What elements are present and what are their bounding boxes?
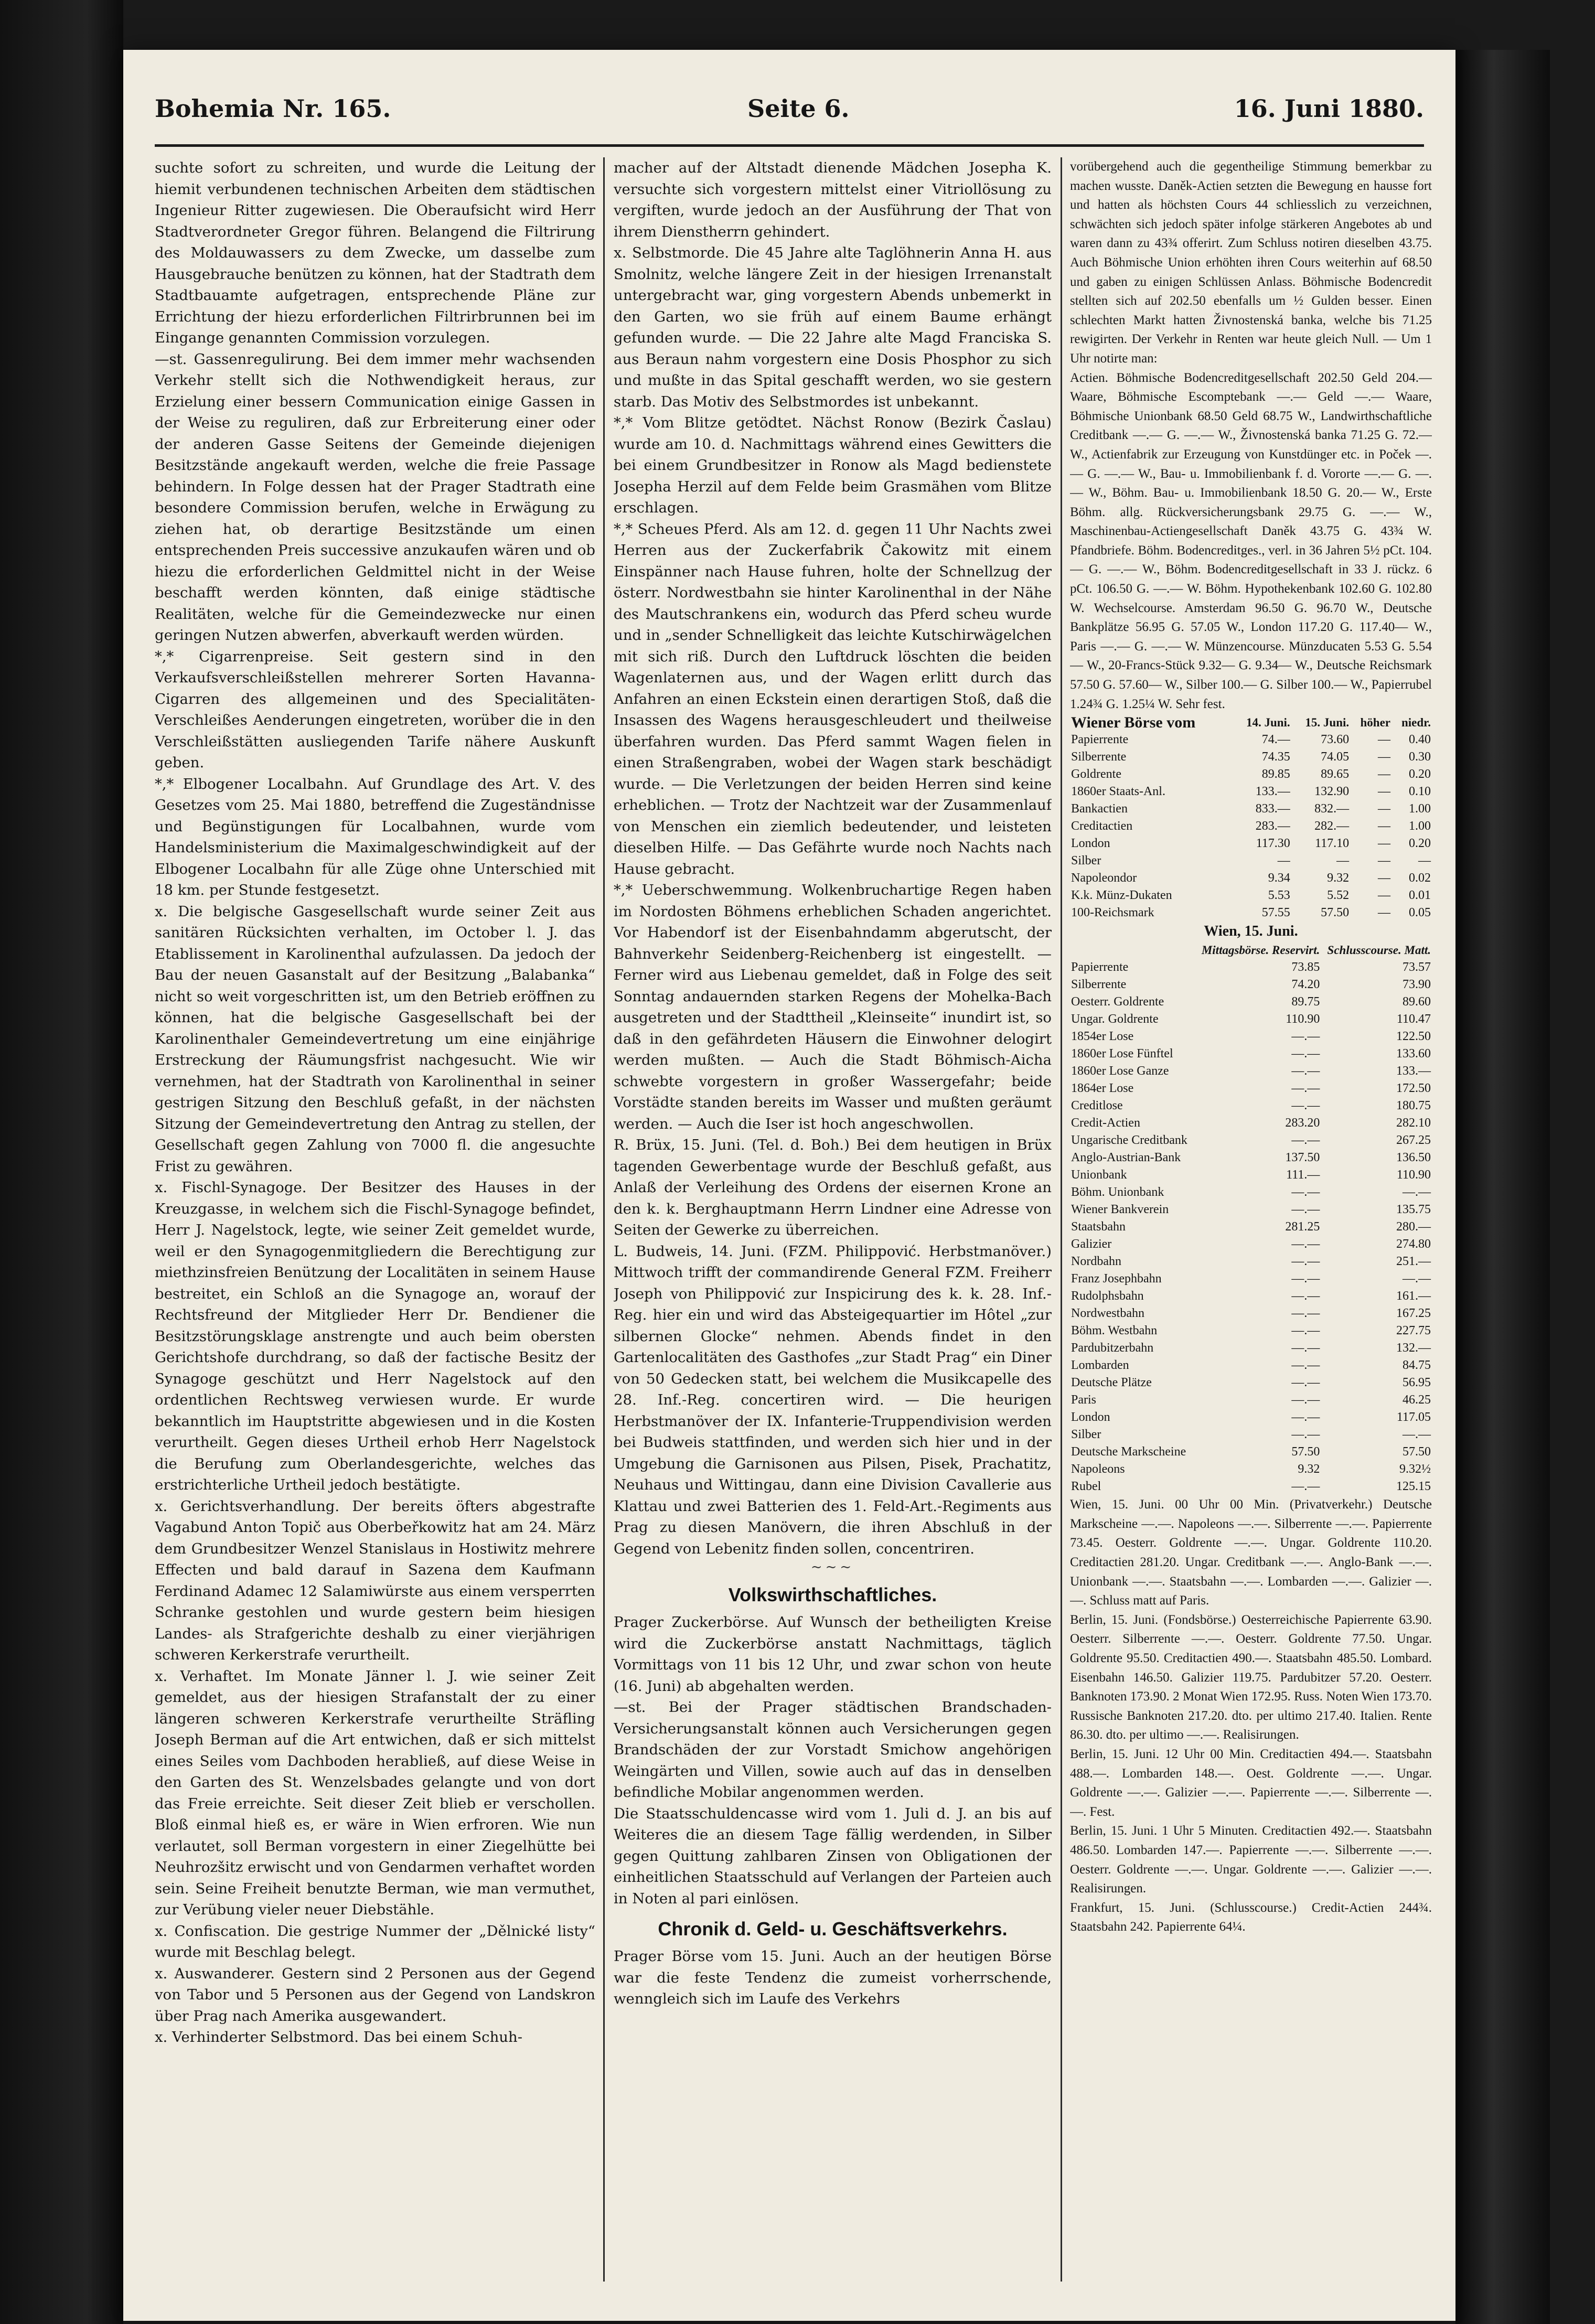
table-row	[1070, 800, 1432, 818]
table-header: niedr.	[1401, 716, 1431, 730]
row-label: 100-Reichsmark	[1071, 906, 1154, 920]
table-cell: —.—	[1291, 1064, 1320, 1078]
row-label: Creditlose	[1071, 1099, 1123, 1113]
table-row	[1070, 1097, 1432, 1115]
table-header: 14. Juni.	[1246, 716, 1290, 730]
table-cell: 57.50	[1321, 906, 1350, 920]
table-row	[1070, 766, 1432, 783]
table-row	[1070, 1478, 1432, 1495]
article-paragraph: Die Staatsschuldencasse wird vom 1. Juli d. J. an bis auf Weiteres die an diesem Tage fällig werdenden, in Silber gegen Quittung zahlbaren Zinsen von Obligationen der einheitlichen Staatsschuld auf Verlangen der Parteien auch in Noten al pari einlösen.	[614, 1805, 1052, 1907]
table-cell: 283.—	[1255, 819, 1290, 833]
table-cell: 833.—	[1255, 802, 1290, 816]
table-cell: —	[1378, 906, 1390, 920]
article-paragraph: Prager Zuckerbörse. Auf Wunsch der betheiligten Kreise wird die Zuckerbörse anstatt Nachmittags, täglich Vormittags von 11 bis 12 Uhr, und zwar schon von heute (16. Juni) ab abgehalten werden.	[614, 1614, 1052, 1695]
table-cell: 137.50	[1285, 1151, 1320, 1165]
table-cell: 74.—	[1261, 733, 1290, 747]
table-cell: 9.32	[1327, 871, 1350, 885]
table-cell: —.—	[1291, 1237, 1320, 1251]
row-label: Anglo-Austrian-Bank	[1071, 1151, 1181, 1165]
table-row	[1070, 818, 1432, 835]
table-cell: 251.—	[1396, 1255, 1431, 1269]
table-cell: 73.85	[1291, 960, 1320, 974]
table-row	[1070, 959, 1432, 976]
table-row	[1070, 1218, 1432, 1236]
table-row	[1070, 1443, 1432, 1461]
table-row	[1070, 904, 1432, 922]
scan-border-left	[0, 0, 123, 2324]
table-cell: 180.75	[1396, 1099, 1431, 1113]
article-paragraph: *,* Vom Blitze getödtet. Nächst Ronow (Bezirk Časlau) wurde am 10. d. Nachmittags während eines Gewitters die bei einem Grundbesitzer in Ronow als Magd bedienstete Josepha Herzil auf dem Felde beim Grasmähen vom Blitze erschlagen.	[614, 414, 1052, 516]
row-label: London	[1071, 1410, 1110, 1425]
article-paragraph: Berlin, 15. Juni. 1 Uhr 5 Minuten. Creditactien 492.—. Staatsbahn 486.50. Lombarden 147.—. Papierrente —.—. Silberrente —.—. Oesterr. Goldrente —.—. Ungar. Goldrente —.—. Galizier —.—. Realisirungen.	[1070, 1824, 1432, 1896]
article-paragraph: *,* Elbogener Localbahn. Auf Grundlage des Art. V. des Gesetzes vom 25. Mai 1880, betreffend die Zugeständnisse und Begünstigungen für Localbahnen, wurde vom Handelsministerium die Maximalgeschwindigkeit auf der Elbogener Localbahn für alle Züge ohne Unterschied mit 18 km. per Stunde festgesetzt.	[155, 775, 595, 898]
section-heading-chronicle: Chronik d. Geld- u. Geschäftsverkehrs.	[658, 1918, 1008, 1940]
table-cell: 0.10	[1409, 785, 1431, 799]
page-number: Seite 6.	[747, 94, 850, 123]
table-cell: —	[1378, 888, 1390, 903]
table-cell: —.—	[1291, 1341, 1320, 1355]
table-cell: 89.75	[1291, 995, 1320, 1009]
table-cell: —.—	[1291, 1081, 1320, 1096]
section-heading-economy: Volkswirthschaftliches.	[728, 1584, 937, 1605]
article-paragraph: —st. Gassenregulirung. Bei dem immer mehr wachsenden Verkehr stellt sich die Nothwendigkeit heraus, zur Erzielung einer bessern Communication einige Gassen in der Weise zu reguliren, daß zur Erbreiterung einer oder der anderen Gasse Seitens der Gemeinde diejenigen Besitzstände angekauft werden, welche die freie Passage behindern. In Folge dessen hat der Prager Stadtrath eine besondere Commission berufen, welche in Erwägung zu ziehen hat, ob derartige Besitzstände um einen entsprechenden Preis successive anzukaufen wären und ob hiezu die erforderlichen Geldmittel nicht in der Weise beschafft werden könnten, daß einige städtische Realitäten, welche für die Gemeindezwecke nur einen geringen Nutzen abwerfen, abverkauft werden würden.	[155, 350, 595, 644]
table-row	[1070, 783, 1432, 800]
row-label: 1860er Lose Fünftel	[1071, 1047, 1173, 1061]
table-cell: 74.35	[1261, 750, 1290, 764]
table-cell: 46.25	[1403, 1393, 1431, 1407]
article-paragraph: Berlin, 15. Juni. 12 Uhr 00 Min. Creditactien 494.—. Staatsbahn 488.—. Lombarden 148.—. Oest. Goldrente —.—. Ungar. Goldrente —.—. Galizier —.—. Papierrente —.—. Silberrente —.—. Fest.	[1070, 1747, 1432, 1819]
article-paragraph: x. Gerichtsverhandlung. Der bereits öfters abgestrafte Vagabund Anton Topič aus Oberbeřkowitz hat am 24. März dem Grundbesitzer Wenzel Stanislaus in Hostiwitz mehrere Effecten und bald darauf in Sazena dem Kaufmann Ferdinand Adamec 12 Salamiwürste aus einem versperrten Schranke gestohlen und wurde gestern beim hiesigen Landes- als Strafgerichte deshalb zu einer vierjährigen schweren Kerkerstrafe verurtheilt.	[155, 1497, 595, 1663]
row-label: Silberrente	[1071, 750, 1127, 764]
table-cell: 0.05	[1409, 906, 1431, 920]
table-cell: 135.75	[1396, 1203, 1431, 1217]
row-label: Bankactien	[1071, 802, 1128, 816]
article-paragraph: *,* Ueberschwemmung. Wolkenbruchartige Regen haben im Nordosten Böhmens erheblichen Schaden angerichtet. Vor Habendorf ist der Eisenbahndamm abgerutscht, der Bahnverkehr Seidenberg-Reichenberg ist eingestellt. — Ferner wird aus Liebenau gemeldet, daß in Folge des seit Sonntag andauernden starken Regens der Mohelka-Bach ausgetreten und der Stadttheil „Kleinseite“ inundirt ist, so daß in den gefährdeten Häusern die Einwohner delogirt werden mußten. — Auch die Stadt Böhmisch-Aicha schwebte vorgestern in großer Wassergefahr; beide Vorstädte standen bereits im Wasser und mußten geräumt werden. — Auch die Iser ist hoch angeschwollen.	[614, 882, 1052, 1132]
article-paragraph: *,* Scheues Pferd. Als am 12. d. gegen 11 Uhr Nachts zwei Herren aus der Zuckerfabrik Čakowitz mit einem Einspänner nach Hause fuhren, holte der Schnellzug der österr. Nordwestbahn sie hinter Karolinenthal in der Nähe des Mautschrankens ein, wodurch das Pferd scheu wurde und in „sender Schnelligkeit das leichte Kutschirwägelchen mit sich riß. Durch den Luftdruck löschten die beiden Wagenlaternen aus, und der Wagen erlitt durch das Anfahren an einen Eckstein einen derartigen Stoß, daß die Insassen des Wagens herausgeschleudert und theilweise überfahren wurden. Das Pferd sammt Wagen fielen in einen Straßengraben, wobei der Wagen stark beschädigt wurde. — Die Verletzungen der beiden Herren sind keine erheblichen. — Trotz der Nachtzeit war der Zusammenlauf von Menschen ein ziemlich bedeutender, und leisteten dieselben Hilfe. — Das Gefährte wurde noch Nachts nach Hause gebracht.	[614, 520, 1052, 877]
row-label: Goldrente	[1071, 767, 1121, 781]
row-label: 1860er Staats-Anl.	[1071, 785, 1165, 799]
table-cell: 832.—	[1314, 802, 1350, 816]
table-cell: —	[1378, 802, 1390, 816]
table-header-blank	[1070, 941, 1194, 959]
newspaper-page	[123, 50, 1455, 2321]
row-label: 1860er Lose Ganze	[1071, 1064, 1169, 1078]
table-row	[1070, 748, 1432, 766]
table-cell: —.—	[1291, 1393, 1320, 1407]
table-cell: 74.05	[1321, 750, 1350, 764]
table-cell: 283.20	[1285, 1116, 1320, 1130]
table-cell: 110.90	[1286, 1012, 1320, 1026]
table-cell: 172.50	[1396, 1081, 1431, 1096]
table-cell: 267.25	[1396, 1133, 1431, 1148]
table-cell: —	[1378, 767, 1390, 781]
row-label: London	[1071, 837, 1110, 851]
article-paragraph: *,* Cigarrenpreise. Seit gestern sind in den Verkaufsverschleißstellen mehrerer Sorten Havanna-Cigarren des allgemeinen und des Specialitäten-Verschleißes Aenderungen eingetreten, worüber die in den Verschleißstätten ausliegenden Tarife nähere Auskunft geben.	[155, 648, 595, 771]
page-header	[155, 94, 1424, 142]
table-row	[1070, 1340, 1432, 1357]
table-header: 15. Juni.	[1305, 716, 1350, 730]
section-ornament: ~~~	[810, 1559, 855, 1575]
article-paragraph: macher auf der Altstadt dienende Mädchen Josepha K. versuchte sich vorgestern mittelst einer Vitriollösung zu vergiften, wurde jedoch an der Ausführung der That von ihrem Dienstherrn gehindert.	[614, 159, 1052, 240]
row-label: Rubel	[1071, 1480, 1101, 1494]
column-2	[614, 157, 1052, 2282]
table-cell: —.—	[1291, 1255, 1320, 1269]
table-cell: 227.75	[1396, 1324, 1431, 1338]
table-row	[1070, 1270, 1432, 1288]
table-cell: —	[1378, 819, 1390, 833]
table-cell: 1.00	[1409, 802, 1431, 816]
table-cell: 0.20	[1409, 837, 1431, 851]
table-row	[1070, 852, 1432, 870]
row-label: Galizier	[1071, 1237, 1112, 1251]
row-label: Paris	[1071, 1393, 1096, 1407]
article-paragraph: x. Verhaftet. Im Monate Jänner l. J. wie seiner Zeit gemeldet, aus der hiesigen Strafanstalt der zu einer längeren schweren Kerkerstrafe verurtheilte Sträfling Joseph Berman auf die Art entwichen, daß er sich mittelst eines Seiles vom Dachboden herabließ, auf diese Weise in den Garten des St. Wenzelsbades gelangte und von dort das Freie erreichte. Seit dieser Zeit blieb er verschollen. Bloß einmal hieß es, er wäre in Wien erfroren. Wie nun verlautet, soll Berman vorgestern in einer Ziegelhütte bei Neuhrozšitz erwischt und von Gendarmen verhaftet worden sein. Seine Freiheit benutzte Berman, wie man vermuthet, zur Verübung vieler neuer Diebstähle.	[155, 1667, 595, 1918]
table-cell: 281.25	[1285, 1220, 1320, 1234]
row-label: Staatsbahn	[1071, 1220, 1126, 1234]
column-rule-1	[603, 157, 605, 2282]
table-cell: 132.—	[1396, 1341, 1431, 1355]
table-cell: —.—	[1291, 1306, 1320, 1321]
table-cell: 5.52	[1327, 888, 1350, 903]
row-label: Deutsche Plätze	[1071, 1376, 1152, 1390]
table-row	[1070, 1132, 1432, 1149]
table-cell: —.—	[1291, 1410, 1320, 1425]
table-row	[1070, 976, 1432, 993]
row-label: Creditactien	[1071, 819, 1133, 833]
table-cell: —	[1418, 854, 1431, 868]
table-cell: —.—	[1291, 1376, 1320, 1390]
table-header-row	[1070, 714, 1432, 731]
article-paragraph: L. Budweis, 14. Juni. (FZM. Philippović. Herbstmanöver.) Mittwoch trifft der commandirende General FZM. Freiherr Joseph von Philippović zur Inspicirung des k. k. 28. Inf.-Reg. hier ein und wird das Absteigequartier im Hôtel „zur silbernen Glocke“ nehmen. Abends findet in den Gartenlocalitäten des Gasthofes „zur Stadt Prag“ ein Diner von 50 Gedecken statt, bei welchem die Musikcapelle des 28. Inf.-Reg. concertiren wird. — Die heurigen Herbstmanöver der IX. Infanterie-Truppendivision werden bei Budweis stattfinden, und werden sich hier und in der Umgebung die Garnisonen aus Pilsen, Pisek, Prachatitz, Neuhaus und Wittingau, dann eine Division Cavallerie aus Klattau und zwei Batterien des 1. Feld-Art.-Regiments aus Prag zu diesen Manövern, die ihren Abschluß in der Gegend von Lebenitz finden sollen, concentriren.	[614, 1243, 1052, 1557]
table-row	[1070, 1426, 1432, 1443]
row-label: Oesterr. Goldrente	[1071, 995, 1164, 1009]
table-cell: 56.95	[1403, 1376, 1431, 1390]
table-cell: 110.47	[1396, 1012, 1431, 1026]
table-cell: —.—	[1403, 1272, 1431, 1286]
table-cell: 57.55	[1261, 906, 1290, 920]
table-row	[1070, 1149, 1432, 1166]
table-row	[1070, 1305, 1432, 1322]
article-paragraph: Actien. Böhmische Bodencreditgesellschaft 202.50 Geld 204.— Waare, Böhmische Escomptebank —.— Geld —.— Waare, Böhmische Unionbank 68.50 Geld 68.75 W., Landwirthschaftliche Creditbank —.— G. —.— W., Živnostenská banka 71.25 G. 72.— W., Actienfabrik zur Erzeugung von Kunstdünger etc. in Poček —.— G. —.— W., Bau- u. Immobilienbank f. d. Vororte —.— G. —.— W., Böhm. Bau- u. Immobilienbank 18.50 G. 20.— W., Erste Böhm. allg. Rückversicherungsbank 29.75 G. —.— W., Maschinenbau-Actiengesellschaft Daněk 43.75 G. 43¾ W. Pfandbriefe. Böhm. Bodencreditges., verl. in 36 Jahren 5½ pCt. 104.— G. —.— W., Böhm. Bodencreditgesellschaft in 33 J. rückz. 6 pCt. 106.50 G. —.— W. Böhm. Hypothekenbank 102.60 G. 102.80 W. Wechselcourse. Amsterdam 96.50 G. 96.70 W., Deutsche Bankplätze 56.95 G. 57.05 W., London 117.20 G. 117.40— W., Paris —.— G. —.— W. Münzencourse. Münzducaten 5.53 G. 5.54— W., 20-Francs-Stück 9.32— G. 9.34— W., Deutsche Reichsmark 57.50 G. 57.60— W., Silber 100.— G. Silber 100.— W., Papierrubel 1.24¾ G. 1.25¼ W. Sehr fest.	[1070, 370, 1432, 711]
table-cell: 133.60	[1396, 1047, 1431, 1061]
column-3	[1070, 157, 1432, 2282]
table-cell: 125.15	[1396, 1480, 1431, 1494]
table-cell: 0.40	[1409, 733, 1431, 747]
row-label: K.k. Münz-Dukaten	[1071, 888, 1172, 903]
table-cell: —.—	[1291, 1324, 1320, 1338]
table-cell: 282.—	[1314, 819, 1350, 833]
table-cell: 89.60	[1403, 995, 1431, 1009]
row-label: Silberrente	[1071, 978, 1127, 992]
table-cell: 0.02	[1409, 871, 1431, 885]
row-label: Pardubitzerbahn	[1071, 1341, 1154, 1355]
table-cell: 0.30	[1409, 750, 1431, 764]
table-cell: 117.30	[1256, 837, 1290, 851]
table-cell: —.—	[1403, 1428, 1431, 1442]
table-row	[1070, 1461, 1432, 1478]
table-row	[1070, 1409, 1432, 1426]
table-row	[1070, 1357, 1432, 1374]
table-cell: 57.50	[1403, 1445, 1431, 1459]
table-cell: —	[1378, 837, 1390, 851]
table-row	[1070, 1201, 1432, 1218]
table-cell: 280.—	[1396, 1220, 1431, 1234]
table-cell: —	[1378, 871, 1390, 885]
row-label: Ungarische Creditbank	[1071, 1133, 1187, 1148]
row-label: Nordbahn	[1071, 1255, 1121, 1269]
table-cell: 117.10	[1315, 837, 1350, 851]
table-cell: 110.90	[1396, 1168, 1431, 1182]
table-row	[1070, 1391, 1432, 1409]
table-cell: 0.01	[1409, 888, 1431, 903]
issue-date: 16. Juni 1880.	[1234, 94, 1424, 123]
table-cell: —	[1277, 854, 1290, 868]
table-cell: 73.60	[1321, 733, 1350, 747]
table-cell: 117.05	[1396, 1410, 1431, 1425]
row-label: Papierrente	[1071, 960, 1129, 974]
table-cell: —.—	[1291, 1428, 1320, 1442]
row-label: Ungar. Goldrente	[1071, 1012, 1159, 1026]
row-label: Napoleondor	[1071, 871, 1137, 885]
table-cell: —	[1378, 854, 1390, 868]
table-cell: 84.75	[1403, 1358, 1431, 1373]
table-cell: —	[1336, 854, 1350, 868]
table-cell: 122.50	[1396, 1030, 1431, 1044]
article-paragraph: suchte sofort zu schreiten, und wurde die Leitung der hiemit verbundenen technischen Arbeiten dem städtischen Ingenieur Ritter zugewiesen. Die Oberaufsicht wird Herr Stadtverordneter Gregor führen. Belangend die Filtrirung des Moldauwassers zu dem Zwecke, um dasselbe zum Hausgebrauche benützen zu können, hat der Stadtrath dem Stadtbauamte aufgetragen, entsprechende Pläne zur Errichtung der hiezu erforderlichen Filtrirbrunnen bei im Eingange genannten Commission vorzulegen.	[155, 159, 595, 346]
table-cell: 111.—	[1286, 1168, 1320, 1182]
row-label: Napoleons	[1071, 1462, 1125, 1476]
row-label: Nordwestbahn	[1071, 1306, 1144, 1321]
table-cell: 0.20	[1409, 767, 1431, 781]
column-rule-2	[1061, 157, 1062, 2282]
table-cell: —.—	[1291, 1047, 1320, 1061]
header-rule	[155, 144, 1424, 147]
table-row	[1070, 1288, 1432, 1305]
row-label: 1854er Lose	[1071, 1030, 1134, 1044]
table-cell: 9.32½	[1399, 1462, 1431, 1476]
table-cell: —.—	[1403, 1185, 1431, 1200]
table-row	[1070, 1374, 1432, 1391]
table-cell: 73.57	[1403, 960, 1431, 974]
article-paragraph: vorübergehend auch die gegentheilige Stimmung bemerkbar zu machen wusste. Daněk-Actien setzten die Bewegung en hausse fort und hatten als höchsten Cours 44 schliesslich zu verzeichnen, schwächten sich jedoch später infolge stärkeren Angebotes ab und waren dann zu 43¾ offerirt. Zum Schluss notiren dieselben 43.75. Auch Böhmische Union erhöhten ihren Cours weiterhin auf 68.50 und gaben zu einigen Schlüssen Anlass. Böhmische Bodencredit stellten sich auf 202.50 ebenfalls um ½ Gulden besser. Einen schlechten Markt hatten Živnostenská banka, welche bis 71.25 rewigirten. Der Verkehr in Renten war heute gleich Null. — Um 1 Uhr notirte man:	[1070, 159, 1432, 366]
table-row	[1070, 1063, 1432, 1080]
table-cell: 1.00	[1409, 819, 1431, 833]
table-header: Mittagsbörse. Reservirt.	[1201, 944, 1320, 957]
table-header: höher	[1360, 716, 1390, 730]
table-header: Wiener Börse vom	[1071, 714, 1196, 732]
wiener-boerse-table	[1070, 714, 1432, 922]
table-cell: —.—	[1291, 1099, 1320, 1113]
table-row	[1070, 1253, 1432, 1270]
row-label: Lombarden	[1071, 1358, 1129, 1373]
table-cell: —.—	[1291, 1358, 1320, 1373]
table-cell: 274.80	[1396, 1237, 1431, 1251]
table-cell: —	[1378, 733, 1390, 747]
table-row	[1070, 1236, 1432, 1253]
table-row	[1070, 1166, 1432, 1184]
row-label: 1864er Lose	[1071, 1081, 1134, 1096]
table-row	[1070, 1322, 1432, 1340]
table-cell: —.—	[1291, 1272, 1320, 1286]
wien-quotes-table	[1070, 941, 1432, 1495]
article-paragraph: Frankfurt, 15. Juni. (Schlusscourse.) Credit-Actien 244¾. Staatsbahn 242. Papierrente 64¼.	[1070, 1900, 1432, 1934]
table-cell: 9.32	[1298, 1462, 1320, 1476]
table-cell: 133.—	[1396, 1064, 1431, 1078]
table-cell: 73.90	[1403, 978, 1431, 992]
article-paragraph: x. Fischl-Synagoge. Der Besitzer des Hauses in der Kreuzgasse, in welchem sich die Fischl-Synagoge befindet, Herr J. Nagelstock, legte, wie seiner Zeit gemeldet wurde, weil er den Synagogenmitgliedern die Berechtigung zur miethzinsfreien Benützung der Localitäten in seinem Hause bestreitet, ein Schloß an die Synagoge an, worauf der Rechtsfreund der Mitglieder Herr Dr. Bendiener die Besitzstörungsklage anstrengte und auch beim obersten Gerichtshofe durchdrang, so daß der factische Besitz der Synagoge geschützt und Herr Nagelstock auf den ordentlichen Rechtsweg verwiesen wurde. Er wurde bekanntlich im Hauptstritte abgewiesen und in die Kosten verurtheilt. Gegen dieses Urtheil erhob Herr Nagelstock die Berufung zum Oberlandesgerichte, welches das erstrichterliche Urtheil jedoch bestätigte.	[155, 1179, 595, 1493]
table-row	[1070, 835, 1432, 852]
table-row	[1070, 1115, 1432, 1132]
table-row	[1070, 1045, 1432, 1063]
article-paragraph: Wien, 15. Juni. 00 Uhr 00 Min. (Privatverkehr.) Deutsche Markscheine —.—. Napoleons —.—. Silberrente —.—. Papierrente 73.45. Oesterr. Goldrente —.—. Ungar. Goldrente 110.20. Creditactien 281.20. Ungar. Creditbank —.—. Anglo-Bank —.—. Unionbank —.—. Staatsbahn —.—. Lombarden —.—. Galizier —.—. Schluss matt auf Paris.	[1070, 1497, 1432, 1608]
table-cell: —	[1378, 750, 1390, 764]
article-paragraph: x. Selbstmorde. Die 45 Jahre alte Taglöhnerin Anna H. aus Smolnitz, welche längere Zeit in der hiesigen Irrenanstalt untergebracht war, ging vorgestern Abends unbemerkt in den Garten, wo sie früh auf einem Baume erhängt gefunden wurde. — Die 22 Jahre alte Magd Franciska S. aus Beraun nahm vorgestern eine Dosis Phosphor zu sich und mußte in das Spital geschafft werden, wo sie gestern starb. Das Motiv des Selbstmordes ist unbekannt.	[614, 244, 1052, 410]
article-paragraph: Prager Börse vom 15. Juni. Auch an der heutigen Börse war die feste Tendenz die zumeist vorherrschende, wenngleich sich im Laufe des Verkehrs	[614, 1948, 1052, 2007]
table-cell: —.—	[1291, 1480, 1320, 1494]
table-cell: 161.—	[1396, 1289, 1431, 1303]
table-cell: 9.34	[1268, 871, 1290, 885]
column-1	[155, 157, 595, 2282]
row-label: Böhm. Unionbank	[1071, 1185, 1164, 1200]
article-paragraph: R. Brüx, 15. Juni. (Tel. d. Boh.) Bei dem heutigen in Brüx tagenden Gewerbentage wurde der Beschluß gefaßt, aus Anlaß der Verleihung des Ordens der eisernen Krone an den k. k. Berghauptmann Herrn Lindner eine Adresse von Seiten der Gewerke zu überreichen.	[614, 1137, 1052, 1238]
table-cell: —.—	[1291, 1185, 1320, 1200]
wien-date-heading: Wien, 15. Juni.	[1204, 923, 1298, 940]
table-cell: 136.50	[1396, 1151, 1431, 1165]
row-label: Unionbank	[1071, 1168, 1127, 1182]
table-cell: 5.53	[1268, 888, 1290, 903]
masthead-issue: Bohemia Nr. 165.	[155, 94, 391, 123]
row-label: Rudolphsbahn	[1071, 1289, 1144, 1303]
table-row	[1070, 1184, 1432, 1201]
table-row	[1070, 731, 1432, 748]
table-row	[1070, 870, 1432, 887]
row-label: Silber	[1071, 854, 1101, 868]
row-label: Credit-Actien	[1071, 1116, 1140, 1130]
row-label: Deutsche Markscheine	[1071, 1445, 1186, 1459]
table-cell: —.—	[1291, 1289, 1320, 1303]
table-cell: 89.85	[1261, 767, 1290, 781]
table-cell: 282.10	[1396, 1116, 1431, 1130]
table-cell: 133.—	[1255, 785, 1290, 799]
table-row	[1070, 1028, 1432, 1045]
row-label: Böhm. Westbahn	[1071, 1324, 1158, 1338]
table-header: Schlusscourse. Matt.	[1327, 944, 1431, 957]
row-label: Silber	[1071, 1428, 1101, 1442]
table-cell: 89.65	[1321, 767, 1350, 781]
article-paragraph: x. Die belgische Gasgesellschaft wurde seiner Zeit aus sanitären Rücksichten verhalten, im October l. J. das Etablissement in Karolinenthal aufzulassen. Da jedoch der Bau der neuen Gasanstalt auf der Besitzung „Balabanka“ nicht so weit vorgeschritten ist, um den Betrieb eröffnen zu können, hat die belgische Gasgesellschaft bei der Karolinenthaler Gemeindevertretung um eine einjährige Erstreckung der Räumungsfrist nachgesucht. Wie wir vernehmen, hat der Stadtrath von Karolinenthal in seiner gestrigen Sitzung den Beschluß gefaßt, in der nächsten Sitzung der Gemeindevertretung den Antrag zu stellen, der Gesellschaft gegen Zahlung von 7000 fl. die angesuchte Frist zu gewähren.	[155, 903, 595, 1175]
article-paragraph: —st. Bei der Prager städtischen Brandschaden-Versicherungsanstalt können auch Versicherungen gegen Brandschäden der zur Vorstadt Smichow angehörigen Weingärten und Villen, sowie auch auf das in denselben befindliche Mobilar angenommen werden.	[614, 1699, 1052, 1801]
table-cell: —	[1378, 785, 1390, 799]
table-cell: —.—	[1291, 1203, 1320, 1217]
article-paragraph: Berlin, 15. Juni. (Fondsbörse.) Oesterreichische Papierrente 63.90. Oesterr. Silberrente —.—. Oesterr. Goldrente 77.50. Ungar. Goldrente 95.50. Creditactien 490.—. Staatsbahn 485.50. Lombard. Eisenbahn 146.50. Galizier 119.75. Pardubitzer 57.20. Oesterr. Banknoten 173.90. 2 Monat Wien 172.95. Russ. Noten Wien 173.70. Russische Banknoten 217.20. dto. per ultimo 217.40. Italien. Rente 86.30. dto. per ultimo —.—. Realisirungen.	[1070, 1612, 1432, 1742]
row-label: Papierrente	[1071, 733, 1129, 747]
row-label: Wiener Bankverein	[1071, 1203, 1169, 1217]
article-paragraph: x. Verhinderter Selbstmord. Das bei einem Schuh-	[155, 2029, 522, 2045]
table-row	[1070, 887, 1432, 904]
table-header-row	[1070, 941, 1432, 959]
table-cell: —.—	[1291, 1133, 1320, 1148]
row-label: Franz Josephbahn	[1071, 1272, 1162, 1286]
article-paragraph: x. Confiscation. Die gestrige Nummer der „Dělnické listy“ wurde mit Beschlag belegt.	[155, 1922, 595, 1961]
table-cell: 167.25	[1396, 1306, 1431, 1321]
table-row	[1070, 993, 1432, 1011]
table-cell: 132.90	[1314, 785, 1350, 799]
table-cell: 57.50	[1291, 1445, 1320, 1459]
table-cell: —.—	[1291, 1030, 1320, 1044]
article-paragraph: x. Auswanderer. Gestern sind 2 Personen aus der Gegend von Tabor und 5 Personen aus der Gegend von Landskron über Prag nach Amerika ausgewandert.	[155, 1965, 595, 2025]
scan-border-right	[1455, 50, 1550, 2324]
table-row	[1070, 1080, 1432, 1097]
table-row	[1070, 1011, 1432, 1028]
table-cell: 74.20	[1291, 978, 1320, 992]
